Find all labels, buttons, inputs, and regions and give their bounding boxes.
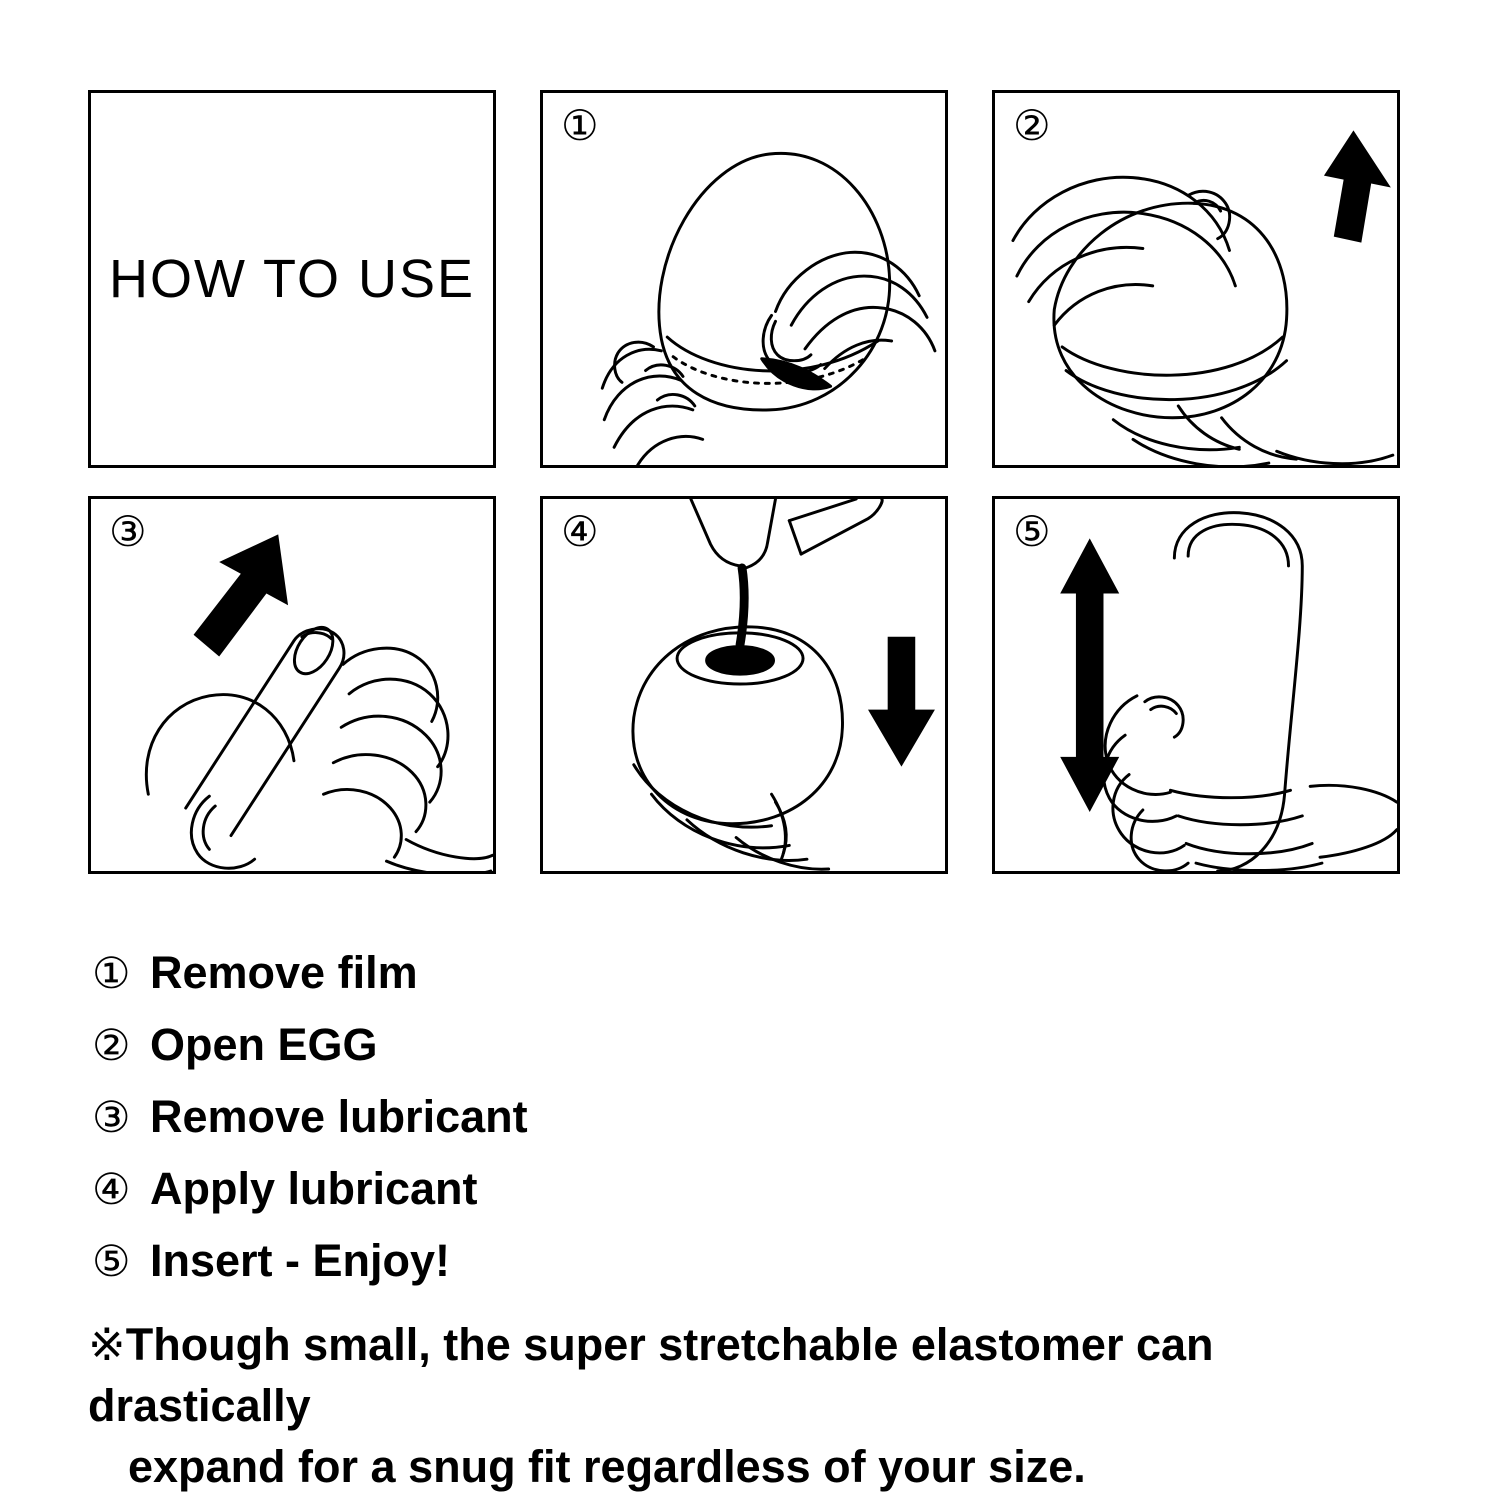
list-item [92, 947, 1412, 998]
step-marker-1: ① [561, 102, 599, 149]
step-label: Insert - Enjoy! [150, 1235, 451, 1286]
page-title: HOW TO USE [108, 249, 476, 309]
step-marker-2: ② [1013, 102, 1051, 149]
step-marker: ③ [92, 1094, 131, 1142]
step-marker-3: ③ [109, 508, 147, 555]
panel-remove-film [540, 90, 948, 468]
up-arrow-icon [1324, 130, 1391, 242]
title-panel [88, 90, 496, 468]
illustration-apply-lubricant [543, 499, 945, 871]
list-item [92, 1163, 1412, 1214]
illustration-remove-film [543, 93, 945, 465]
panel-remove-lubricant [88, 496, 496, 874]
step-marker: ① [92, 950, 131, 998]
footnote [88, 1315, 1428, 1497]
step-label: Open EGG [150, 1019, 378, 1070]
footnote-line-2: expand for a snug fit regardless of your size. [128, 1440, 1086, 1492]
panel-apply-lubricant [540, 496, 948, 874]
step-label: Apply lubricant [150, 1163, 478, 1214]
step-marker: ⑤ [92, 1238, 131, 1286]
up-left-arrow-icon [194, 534, 288, 656]
step-label: Remove lubricant [150, 1091, 528, 1142]
list-item [92, 1091, 1412, 1142]
step-marker: ④ [92, 1166, 131, 1214]
panel-grid [88, 90, 1400, 902]
panel-insert-enjoy [992, 496, 1400, 874]
panel-open-egg [992, 90, 1400, 468]
illustration-open-egg [995, 93, 1397, 465]
footnote-line-1: Though small, the super stretchable elastomer can drastically [88, 1319, 1214, 1431]
footnote-mark: ※ [88, 1319, 126, 1370]
illustration-remove-lubricant [91, 499, 493, 871]
steps-list [92, 947, 1412, 1310]
step-label: Remove film [150, 947, 418, 998]
list-item [92, 1019, 1412, 1070]
step-marker-4: ④ [561, 508, 599, 555]
illustration-insert-enjoy [995, 499, 1397, 871]
list-item [92, 1235, 1412, 1286]
step-marker-5: ⑤ [1013, 508, 1051, 555]
step-marker: ② [92, 1022, 131, 1070]
down-arrow-icon [868, 637, 935, 767]
